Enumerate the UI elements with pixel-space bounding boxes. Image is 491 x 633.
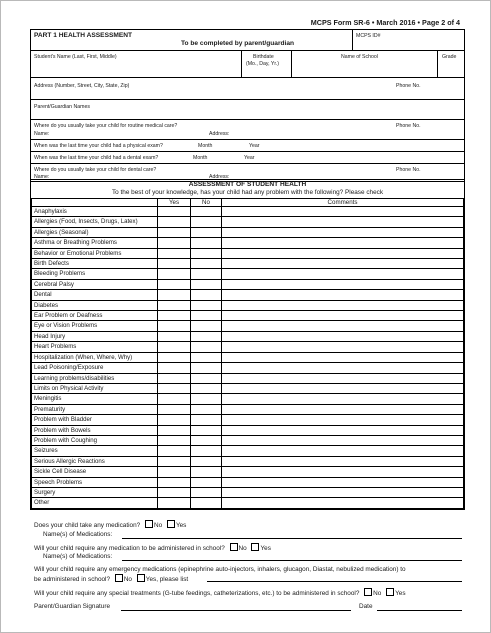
condition-row xyxy=(32,321,464,331)
comments-cell[interactable] xyxy=(222,487,464,497)
no-cell[interactable] xyxy=(191,446,222,456)
phone-label[interactable]: Phone No. xyxy=(396,83,421,89)
dental-exam-question: When was the last time your child had a dental exam? xyxy=(34,155,159,161)
condition-row xyxy=(32,373,464,383)
comments-header: Comments xyxy=(222,199,464,207)
condition-label: Ear Problem or Deafness xyxy=(32,311,158,321)
no-cell[interactable] xyxy=(191,227,222,237)
date-label: Date xyxy=(359,603,373,610)
comments-cell[interactable] xyxy=(222,269,464,279)
comments-cell[interactable] xyxy=(222,321,464,331)
emergency-no-label: No xyxy=(123,576,132,583)
no-cell[interactable] xyxy=(191,352,222,362)
comments-cell[interactable] xyxy=(222,311,464,321)
no-cell[interactable] xyxy=(191,331,222,341)
medication-no-checkbox[interactable] xyxy=(145,520,153,528)
medical-phone-label[interactable]: Phone No. xyxy=(396,123,421,129)
condition-row xyxy=(32,300,464,310)
no-cell[interactable] xyxy=(191,238,222,248)
medical-name-label[interactable]: Name: xyxy=(34,131,50,137)
yes-cell[interactable] xyxy=(158,248,191,258)
comments-cell[interactable] xyxy=(222,425,464,435)
no-cell[interactable] xyxy=(191,383,222,393)
no-cell[interactable] xyxy=(191,290,222,300)
condition-label: Learning problems/disabilities xyxy=(32,373,158,383)
no-cell[interactable] xyxy=(191,311,222,321)
condition-label: Anaphylaxis xyxy=(32,207,158,217)
no-header: No xyxy=(191,199,222,207)
condition-label: Bleeding Problems xyxy=(32,269,158,279)
condition-row xyxy=(32,331,464,341)
condition-row xyxy=(32,446,464,456)
no-cell[interactable] xyxy=(191,394,222,404)
school-medication-no-checkbox[interactable] xyxy=(230,543,238,551)
signature-line[interactable] xyxy=(121,610,351,611)
yes-cell[interactable] xyxy=(158,217,191,227)
condition-label: Prematurity xyxy=(32,404,158,414)
physical-year-label[interactable]: Year xyxy=(249,143,260,149)
yes-cell[interactable] xyxy=(158,363,191,373)
comments-cell[interactable] xyxy=(222,300,464,310)
condition-label: Diabetes xyxy=(32,300,158,310)
medical-address-label[interactable]: Address: xyxy=(209,131,230,137)
comments-cell[interactable] xyxy=(222,331,464,341)
school-medication-names-label: Name(s) of Medications: xyxy=(43,553,113,560)
assessment-title: ASSESSMENT OF STUDENT HEALTH xyxy=(188,181,307,188)
comments-cell[interactable] xyxy=(222,259,464,269)
yes-cell[interactable] xyxy=(158,311,191,321)
condition-row xyxy=(32,248,464,258)
condition-label: Allergies (Seasonal) xyxy=(32,227,158,237)
no-cell[interactable] xyxy=(191,498,222,508)
condition-row xyxy=(32,217,464,227)
medical-care-row xyxy=(31,119,464,139)
yes-cell[interactable] xyxy=(158,352,191,362)
comments-cell[interactable] xyxy=(222,363,464,373)
condition-label: Allergies (Food, Insects, Drugs, Latex) xyxy=(32,217,158,227)
yes-cell[interactable] xyxy=(158,435,191,445)
special-yes-checkbox[interactable] xyxy=(386,588,394,596)
condition-label: Other xyxy=(32,498,158,508)
yes-cell[interactable] xyxy=(158,207,191,217)
condition-row xyxy=(32,363,464,373)
part1-title-row xyxy=(31,30,464,50)
condition-label: Birth Defects xyxy=(32,259,158,269)
no-cell[interactable] xyxy=(191,425,222,435)
comments-cell[interactable] xyxy=(222,227,464,237)
comments-cell[interactable] xyxy=(222,238,464,248)
yes-cell[interactable] xyxy=(158,300,191,310)
condition-row xyxy=(32,404,464,414)
condition-label: Seizures xyxy=(32,446,158,456)
address-label[interactable]: Address (Number, Street, City, State, Zip) xyxy=(34,83,130,89)
yes-cell[interactable] xyxy=(158,415,191,425)
school-medication-yes-checkbox[interactable] xyxy=(251,543,259,551)
no-cell[interactable] xyxy=(191,435,222,445)
yes-cell[interactable] xyxy=(158,238,191,248)
no-cell[interactable] xyxy=(191,477,222,487)
comments-cell[interactable] xyxy=(222,290,464,300)
no-cell[interactable] xyxy=(191,248,222,258)
condition-row xyxy=(32,456,464,466)
emergency-question-line2 xyxy=(34,574,188,583)
birthdate-label[interactable]: Birthdate xyxy=(253,54,274,60)
comments-cell[interactable] xyxy=(222,498,464,508)
dental-month-label[interactable]: Month xyxy=(193,155,208,161)
yes-cell[interactable] xyxy=(158,290,191,300)
special-no-label: No xyxy=(373,590,382,597)
no-cell[interactable] xyxy=(191,373,222,383)
emergency-list-line[interactable] xyxy=(207,581,462,582)
comments-cell[interactable] xyxy=(222,404,464,414)
condition-label: Surgery xyxy=(32,487,158,497)
dental-name-label[interactable]: Name: xyxy=(34,174,50,180)
condition-label: Sickle Cell Disease xyxy=(32,467,158,477)
assessment-section xyxy=(30,179,465,510)
school-medication-question xyxy=(34,543,271,552)
medication-yes-checkbox[interactable] xyxy=(167,520,175,528)
condition-row xyxy=(32,487,464,497)
yes-cell[interactable] xyxy=(158,227,191,237)
comments-cell[interactable] xyxy=(222,217,464,227)
student-name-label[interactable]: Student's Name (Last, First, Middle) xyxy=(34,54,117,60)
conditions-body xyxy=(32,207,464,509)
medication-names-label: Name(s) of Medications: xyxy=(43,531,113,538)
yes-cell[interactable] xyxy=(158,498,191,508)
condition-row xyxy=(32,207,464,217)
part1-section xyxy=(30,29,465,182)
physical-exam-row xyxy=(31,139,464,151)
yes-cell[interactable] xyxy=(158,467,191,477)
no-cell[interactable] xyxy=(191,269,222,279)
condition-row xyxy=(32,290,464,300)
comments-cell[interactable] xyxy=(222,207,464,217)
no-cell[interactable] xyxy=(191,404,222,414)
condition-row xyxy=(32,383,464,393)
birthdate-format: (Mo., Day, Yr.) xyxy=(246,61,279,67)
condition-row xyxy=(32,467,464,477)
no-cell[interactable] xyxy=(191,415,222,425)
no-cell[interactable] xyxy=(191,207,222,217)
medication-question-text: Does your child take any medication? xyxy=(34,522,141,529)
comments-cell[interactable] xyxy=(222,394,464,404)
no-cell[interactable] xyxy=(191,300,222,310)
school-label[interactable]: Name of School xyxy=(341,54,378,60)
condition-header xyxy=(32,199,158,207)
comments-cell[interactable] xyxy=(222,279,464,289)
comments-cell[interactable] xyxy=(222,248,464,258)
no-cell[interactable] xyxy=(191,342,222,352)
comments-cell[interactable] xyxy=(222,342,464,352)
special-no-checkbox[interactable] xyxy=(364,588,372,596)
conditions-table xyxy=(31,198,464,509)
comments-cell[interactable] xyxy=(222,373,464,383)
special-yes-label: Yes xyxy=(395,590,406,597)
form-header: MCPS Form SR-6 • March 2016 • Page 2 of 4 xyxy=(310,18,460,27)
no-cell[interactable] xyxy=(191,321,222,331)
yes-cell[interactable] xyxy=(158,373,191,383)
special-treatment-text: Will your child require any special treatments (G-tube feedings, catheterizations, etc.) to be administered in school? xyxy=(34,590,360,597)
address-row xyxy=(31,77,464,99)
yes-cell[interactable] xyxy=(158,331,191,341)
condition-row xyxy=(32,259,464,269)
condition-label: Meningitis xyxy=(32,394,158,404)
special-treatment-question xyxy=(34,588,406,597)
condition-row xyxy=(32,227,464,237)
condition-row xyxy=(32,342,464,352)
physical-exam-question: When was the last time your child had a physical exam? xyxy=(34,143,163,149)
condition-label: Head Injury xyxy=(32,331,158,341)
comments-cell[interactable] xyxy=(222,446,464,456)
yes-cell[interactable] xyxy=(158,456,191,466)
condition-row xyxy=(32,498,464,508)
condition-label: Serious Allergic Reactions xyxy=(32,456,158,466)
emergency-yes-checkbox[interactable] xyxy=(137,574,145,582)
yes-cell[interactable] xyxy=(158,269,191,279)
medication-names-line[interactable] xyxy=(122,538,462,539)
condition-label: Heart Problems xyxy=(32,342,158,352)
condition-row xyxy=(32,415,464,425)
no-cell[interactable] xyxy=(191,487,222,497)
yes-cell[interactable] xyxy=(158,321,191,331)
comments-cell[interactable] xyxy=(222,383,464,393)
no-cell[interactable] xyxy=(191,467,222,477)
condition-label: Problem with Bowels xyxy=(32,425,158,435)
condition-label: Asthma or Breathing Problems xyxy=(32,238,158,248)
student-info-row xyxy=(31,50,464,77)
condition-row xyxy=(32,311,464,321)
comments-cell[interactable] xyxy=(222,456,464,466)
part1-title: PART 1 HEALTH ASSESSMENT xyxy=(34,32,133,39)
condition-label: Speech Problems xyxy=(32,477,158,487)
yes-cell[interactable] xyxy=(158,425,191,435)
grade-label[interactable]: Grade xyxy=(442,54,457,60)
dental-phone-label[interactable]: Phone No. xyxy=(396,167,421,173)
condition-label: Dental xyxy=(32,290,158,300)
no-cell[interactable] xyxy=(191,363,222,373)
signature-label: Parent/Guardian Signature xyxy=(34,603,111,610)
condition-row xyxy=(32,425,464,435)
condition-label: Lead Poisoning/Exposure xyxy=(32,363,158,373)
dental-care-question: Where do you usually take your child for dental care? xyxy=(34,167,157,173)
school-medication-yes-label: Yes xyxy=(260,545,271,552)
comments-cell[interactable] xyxy=(222,435,464,445)
guardian-label[interactable]: Parent/Guardian Names xyxy=(34,104,90,110)
school-medication-no-label: No xyxy=(238,545,247,552)
school-medication-text: Will your child require any medication to be administered in school? xyxy=(34,545,225,552)
no-cell[interactable] xyxy=(191,217,222,227)
condition-label: Eye or Vision Problems xyxy=(32,321,158,331)
yes-cell[interactable] xyxy=(158,394,191,404)
medication-no-label: No xyxy=(154,522,163,529)
condition-label: Problem with Coughing xyxy=(32,435,158,445)
comments-cell[interactable] xyxy=(222,467,464,477)
condition-row xyxy=(32,352,464,362)
medication-question xyxy=(34,520,186,529)
dental-year-label[interactable]: Year xyxy=(244,155,255,161)
yes-cell[interactable] xyxy=(158,404,191,414)
condition-row xyxy=(32,394,464,404)
yes-cell[interactable] xyxy=(158,259,191,269)
physical-month-label[interactable]: Month xyxy=(198,143,213,149)
condition-label: Cerebral Palsy xyxy=(32,279,158,289)
emergency-no-checkbox[interactable] xyxy=(115,574,123,582)
yes-cell[interactable] xyxy=(158,342,191,352)
comments-cell[interactable] xyxy=(222,415,464,425)
condition-row xyxy=(32,477,464,487)
yes-cell[interactable] xyxy=(158,446,191,456)
emergency-question-line1: Will your child require any emergency medications (epinephrine auto-injectors, inhalers, glucagon, Diastat, nebulized medication) to xyxy=(34,566,406,573)
condition-label: Limits on Physical Activity xyxy=(32,383,158,393)
condition-row xyxy=(32,435,464,445)
guardian-row xyxy=(31,99,464,119)
dental-address-label[interactable]: Address: xyxy=(209,174,230,180)
assessment-subtitle: To the best of your knowledge, has your child had any problem with the following? Please check xyxy=(111,189,384,196)
yes-header: Yes xyxy=(158,199,191,207)
condition-row xyxy=(32,238,464,248)
medical-care-question: Where do you usually take your child for routine medical care? xyxy=(34,123,178,129)
no-cell[interactable] xyxy=(191,456,222,466)
yes-cell[interactable] xyxy=(158,383,191,393)
emergency-question-text: be administered in school? xyxy=(34,576,111,583)
condition-row xyxy=(32,279,464,289)
comments-cell[interactable] xyxy=(222,477,464,487)
dental-exam-row xyxy=(31,151,464,163)
date-line[interactable] xyxy=(377,610,462,611)
medication-yes-label: Yes xyxy=(175,522,187,529)
yes-cell[interactable] xyxy=(158,477,191,487)
yes-cell[interactable] xyxy=(158,279,191,289)
part1-subtitle: To be completed by parent/guardian xyxy=(181,40,295,47)
mcps-id-label: MCPS ID# xyxy=(356,33,381,39)
no-cell[interactable] xyxy=(191,259,222,269)
no-cell[interactable] xyxy=(191,279,222,289)
comments-cell[interactable] xyxy=(222,352,464,362)
yes-cell[interactable] xyxy=(158,487,191,497)
condition-label: Problem with Bladder xyxy=(32,415,158,425)
conditions-header-row xyxy=(32,199,464,207)
emergency-yes-label: Yes, please list xyxy=(145,576,189,583)
condition-label: Hospitalization (When, Where, Why) xyxy=(32,352,158,362)
school-medication-names-line[interactable] xyxy=(122,560,462,561)
condition-row xyxy=(32,269,464,279)
condition-label: Behavior or Emotional Problems xyxy=(32,248,158,258)
